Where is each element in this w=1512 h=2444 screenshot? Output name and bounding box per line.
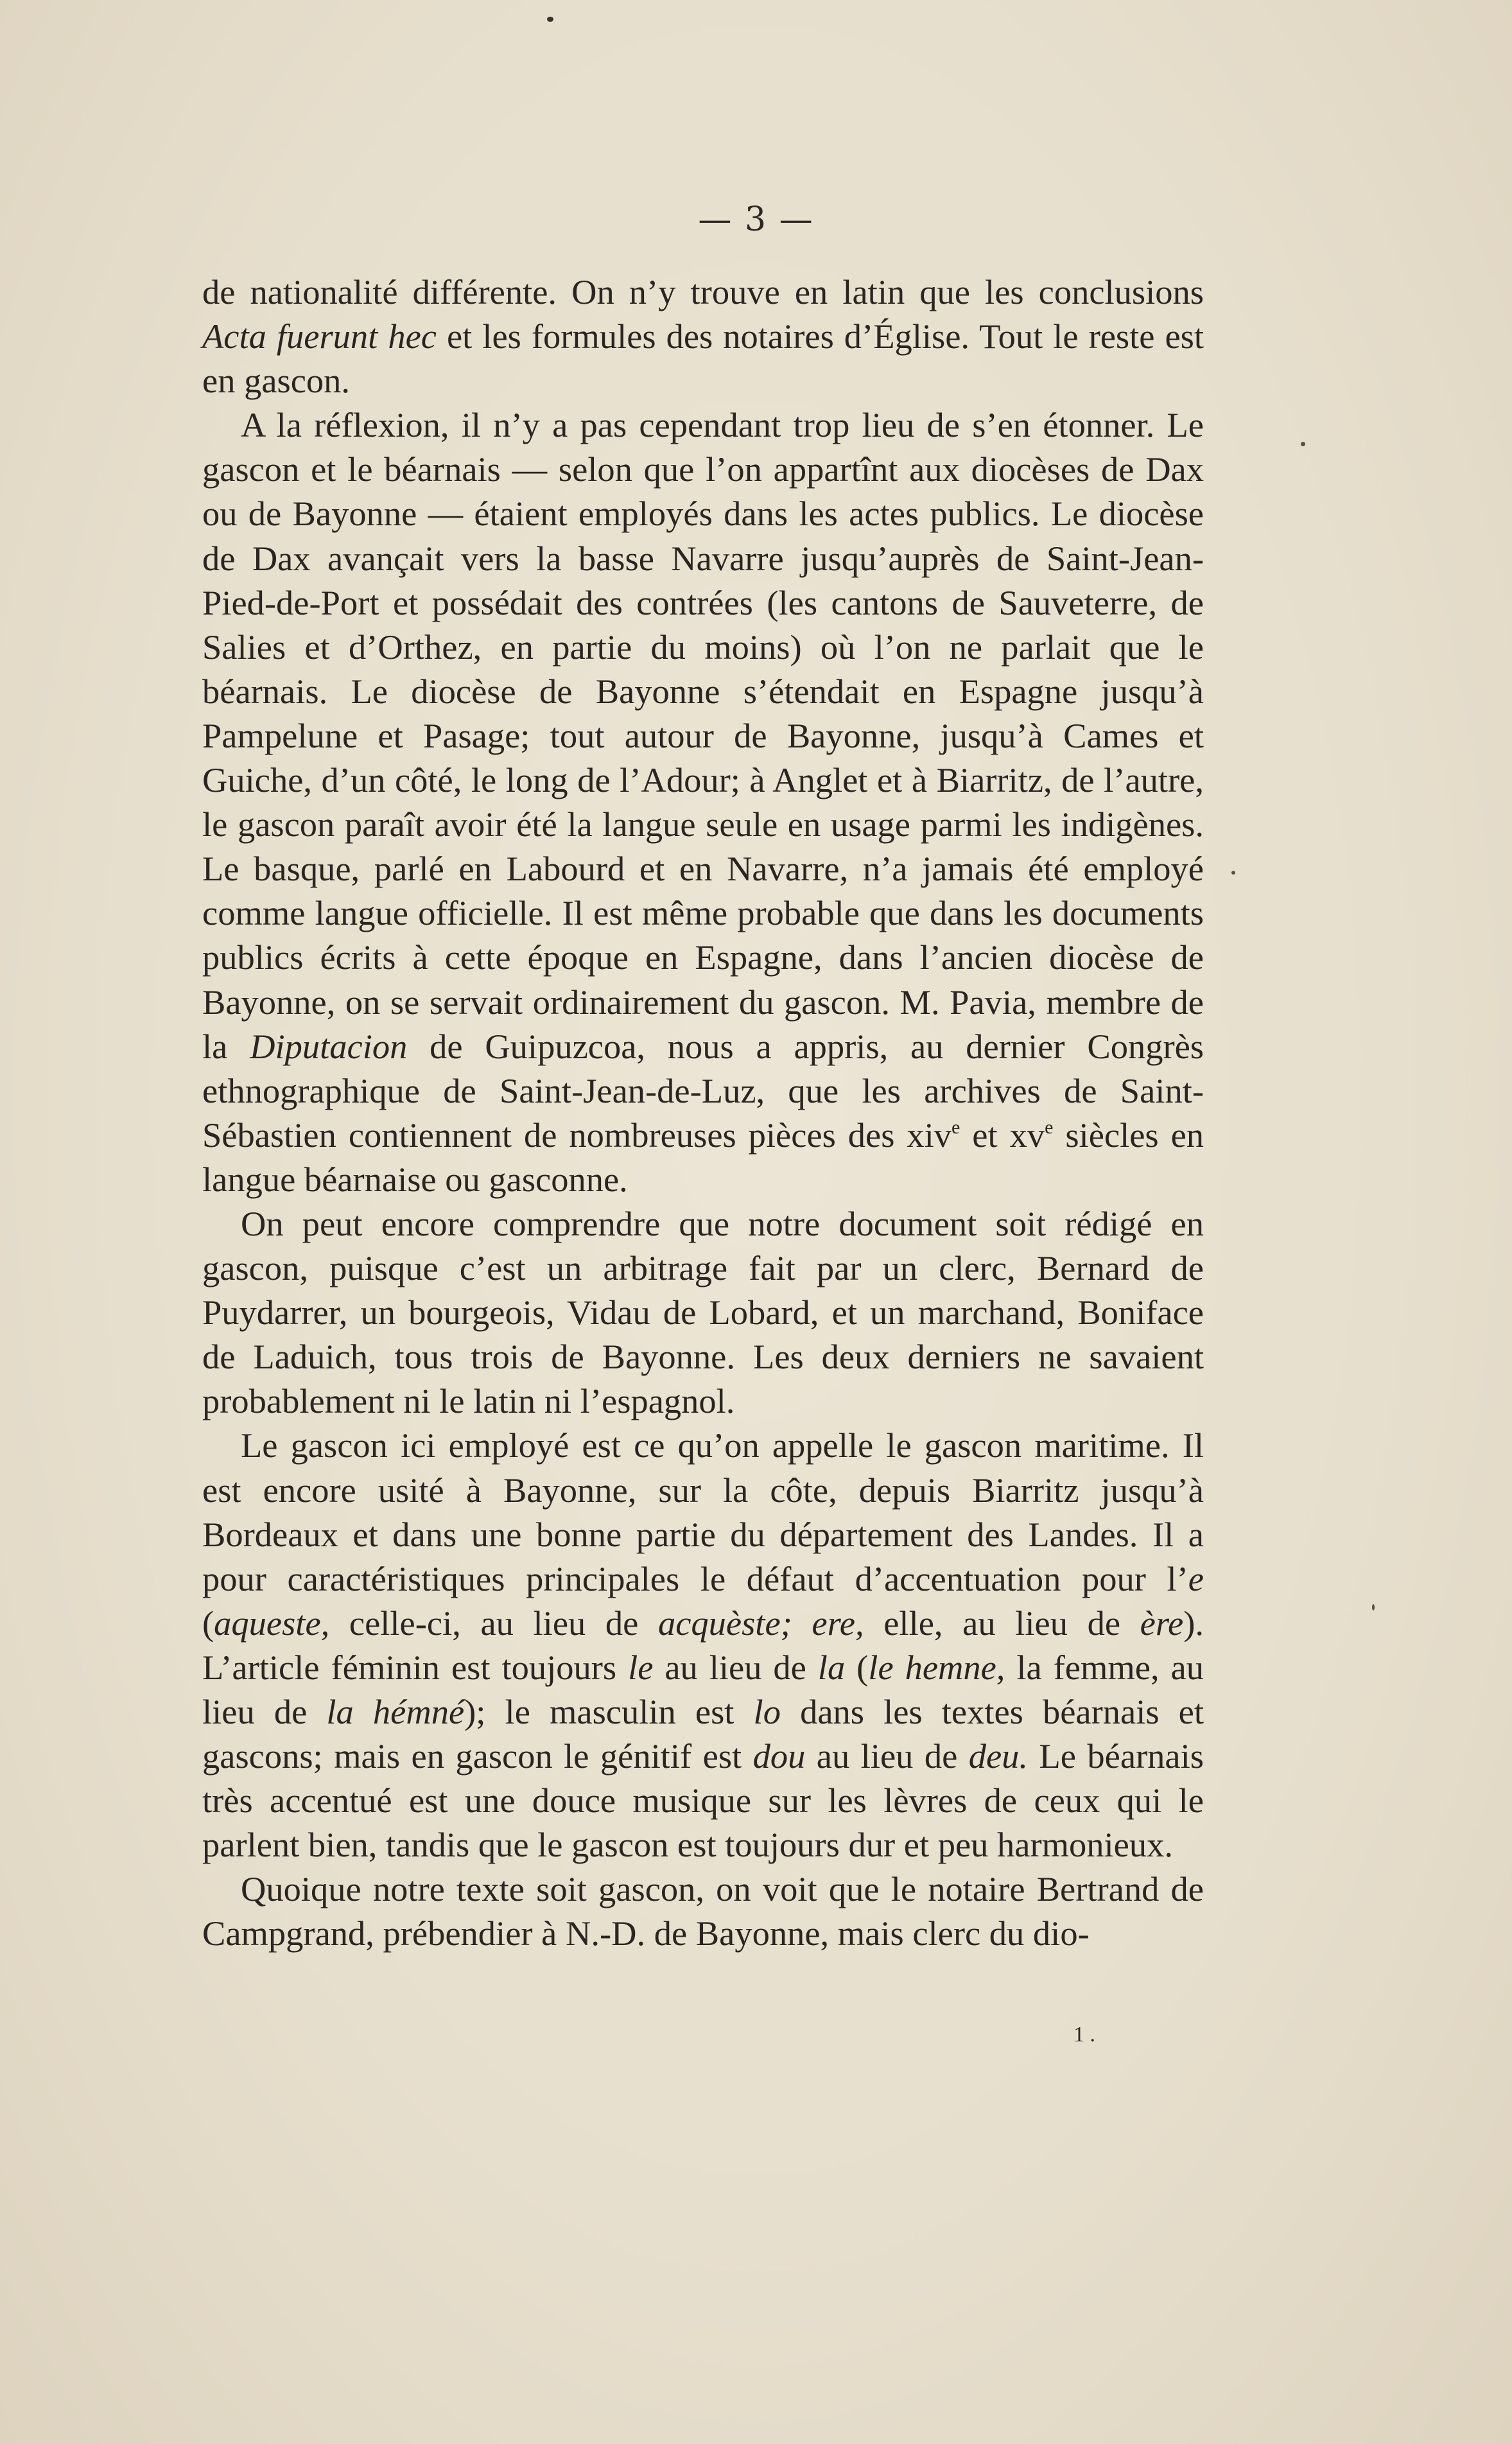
paper-speck	[1301, 442, 1305, 446]
italic-text: la hémné	[326, 1692, 465, 1731]
text-run: au lieu de	[653, 1647, 818, 1687]
text-run: et les formules des notaires d’Église. Tout le reste est en gascon.	[202, 317, 1204, 401]
text-run: la femme, au lieu de	[202, 1647, 1204, 1731]
page-number: — 3 —	[698, 200, 814, 239]
body-text	[202, 270, 1204, 1956]
paper-speck	[1231, 871, 1235, 875]
text-run: xv	[1009, 1115, 1045, 1155]
paragraph	[202, 403, 1204, 1201]
ink-dot	[547, 17, 553, 22]
italic-text: Diputacion	[250, 1026, 408, 1066]
superscript-text: e	[952, 1116, 960, 1138]
italic-text: dou	[752, 1736, 806, 1776]
text-run: ); le masculin est	[464, 1692, 754, 1731]
italic-text: lo	[753, 1692, 781, 1731]
text-run: dans les textes béarnais et gascons; mais en gascon le génitif est	[202, 1692, 1204, 1776]
text-run: Quoique notre texte soit gascon, on voit que le notaire Bertrand de Campgrand, prébendier à N.-D. de Bayonne, mais clerc du dio-	[202, 1869, 1204, 1953]
italic-text: la	[817, 1647, 846, 1687]
italic-text: Acta fuerunt hec	[202, 317, 437, 356]
paragraph	[202, 270, 1204, 403]
text-run: siècles en langue béarnaise ou gasconne.	[202, 1115, 1204, 1199]
italic-text: aqueste,	[214, 1603, 330, 1643]
superscript-text: e	[1045, 1116, 1054, 1138]
paper-speck	[1372, 1604, 1375, 1610]
text-run: Le béarnais très accentué est une douce musique sur les lèvres de ceux qui le parlent bien, tandis que le gascon est toujours dur et peu harmonieux.	[202, 1736, 1204, 1865]
text-run: On peut encore comprendre que notre document soit rédigé en gascon, puisque c’est un arbitrage fait par un clerc, Bernard de Puydarrer, un bourgeois, Vidau de Lobard, et un marchand, Boniface de Laduich, tous trois de Bayonne. Les deux derniers ne savaient probablement ni le latin ni l’espagnol.	[202, 1203, 1204, 1421]
text-run: elle, au lieu de	[864, 1603, 1140, 1643]
italic-text: e	[1188, 1558, 1204, 1598]
italic-text: ère	[1140, 1603, 1184, 1643]
italic-text: le hemne,	[868, 1647, 1005, 1687]
text-run: A la réflexion, il n’y a pas cependant trop lieu de s’en étonner. Le gascon et le béarnais — selon que l’on appartînt aux diocèses de Dax ou de Bayonne — étaient employés dans les actes publics. Le diocèse de Dax avançait vers la basse Navarre jusqu’auprès de Saint-Jean-Pied-de-Port et possédait des contrées (les cantons de Sauveterre, de Salies et d’Orthez, en partie du moins) où l’on ne parlait que le béarnais. Le diocèse de Bayonne s’étendait en Espagne jusqu’à Pampelune et Pasage; tout autour de Bayonne, jusqu’à Cames et Guiche, d’un côté, le long de l’Adour; à Anglet et à Biarritz, de l’autre, le gascon paraît avoir été la langue seule en usage parmi les indigènes. Le basque, parlé en Labourd et en Navarre, n’a jamais été employé comme langue officielle. Il est même probable que dans les documents publics écrits à cette époque en Espagne, dans l’ancien diocèse de Bayonne, on se servait ordinairement du gascon. M. Pavia, membre de la	[202, 405, 1204, 1066]
signature-mark: 1 .	[1073, 2023, 1095, 2047]
text-run: de nationalité différente. On n’y trouve en latin que les conclusions	[202, 272, 1204, 311]
text-run: ). L’article féminin est toujours	[202, 1603, 1204, 1687]
italic-text: le	[628, 1647, 654, 1687]
text-run: celle-ci, au lieu de	[329, 1603, 658, 1643]
italic-text: acquèste; ere,	[657, 1603, 864, 1643]
text-run: (	[845, 1647, 869, 1687]
text-run: xiv	[907, 1115, 952, 1155]
text-run: au lieu de	[805, 1736, 969, 1776]
italic-text: deu.	[968, 1736, 1029, 1776]
paragraph	[202, 1867, 1204, 1955]
text-run: de Guipuzcoa, nous a appris, au dernier Congrès ethnographique de Saint-Jean-de-Luz, que les archives de Saint-Sébastien contiennent de nombreuses pièces des	[202, 1026, 1204, 1155]
paragraph	[202, 1201, 1204, 1423]
text-run: et	[960, 1115, 1010, 1155]
text-run: (	[202, 1603, 214, 1643]
paragraph	[202, 1423, 1204, 1867]
text-run: Le gascon ici employé est ce qu’on appelle le gascon maritime. Il est encore usité à Bayonne, sur la côte, depuis Biarritz jusqu’à Bordeaux et dans une bonne partie du département des Landes. Il a pour caractéristiques principales le défaut d’accentuation pour l’	[202, 1426, 1204, 1598]
